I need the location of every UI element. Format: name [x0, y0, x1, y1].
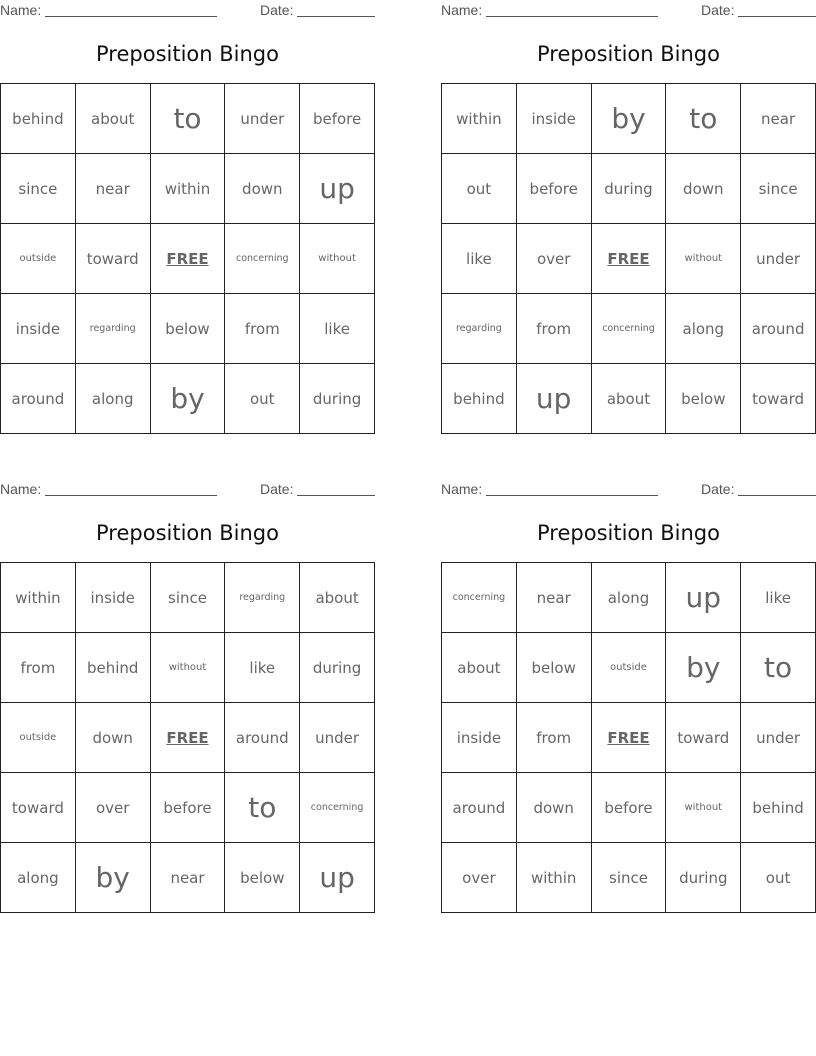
bingo-cell: under	[741, 224, 816, 294]
bingo-cell: along	[1, 843, 76, 913]
bingo-cell: about	[442, 633, 517, 703]
bingo-cell: inside	[517, 84, 592, 154]
bingo-cell: over	[517, 224, 592, 294]
date-label: Date:	[260, 481, 294, 497]
card-header	[441, 2, 816, 20]
bingo-cell: from	[517, 294, 592, 364]
bingo-cell: along	[592, 563, 667, 633]
bingo-cell: like	[225, 633, 300, 703]
bingo-cell: since	[592, 843, 667, 913]
bingo-cell: under	[300, 703, 375, 773]
bingo-cell: within	[151, 154, 226, 224]
bingo-cell: during	[300, 364, 375, 434]
bingo-cell: below	[517, 633, 592, 703]
bingo-cell: during	[666, 843, 741, 913]
bingo-cell: toward	[666, 703, 741, 773]
bingo-cell: inside	[1, 294, 76, 364]
bingo-cell: below	[225, 843, 300, 913]
bingo-cell: toward	[741, 364, 816, 434]
bingo-cell: without	[300, 224, 375, 294]
bingo-cell: since	[151, 563, 226, 633]
bingo-cell: before	[300, 84, 375, 154]
card-title: Preposition Bingo	[537, 521, 720, 545]
card-header	[441, 481, 816, 499]
bingo-cell: along	[666, 294, 741, 364]
bingo-cell: near	[151, 843, 226, 913]
bingo-cell: around	[442, 773, 517, 843]
bingo-cell: under	[225, 84, 300, 154]
bingo-cell: by	[592, 84, 667, 154]
bingo-cell: down	[517, 773, 592, 843]
date-line[interactable]	[297, 16, 375, 17]
bingo-cell: within	[517, 843, 592, 913]
bingo-cell: outside	[592, 633, 667, 703]
free-space-cell: FREE	[151, 224, 226, 294]
bingo-cell: toward	[1, 773, 76, 843]
bingo-cell: about	[592, 364, 667, 434]
bingo-cell: within	[442, 84, 517, 154]
bingo-cell: regarding	[442, 294, 517, 364]
bingo-cell: near	[517, 563, 592, 633]
bingo-cell: since	[741, 154, 816, 224]
bingo-cell: up	[300, 154, 375, 224]
bingo-cell: inside	[442, 703, 517, 773]
card-header	[0, 2, 375, 20]
free-space-cell: FREE	[592, 703, 667, 773]
bingo-cell: regarding	[225, 563, 300, 633]
bingo-cell: by	[151, 364, 226, 434]
bingo-cell: during	[592, 154, 667, 224]
date-label: Date:	[260, 2, 294, 18]
date-label: Date:	[701, 2, 735, 18]
bingo-cell: about	[76, 84, 151, 154]
bingo-cell: to	[741, 633, 816, 703]
bingo-cell: before	[517, 154, 592, 224]
card-title: Preposition Bingo	[537, 42, 720, 66]
bingo-cell: near	[741, 84, 816, 154]
bingo-cell: up	[666, 563, 741, 633]
bingo-grid	[441, 83, 816, 434]
bingo-cell: to	[666, 84, 741, 154]
bingo-cell: over	[76, 773, 151, 843]
bingo-cell: around	[225, 703, 300, 773]
date-label: Date:	[701, 481, 735, 497]
bingo-cell: like	[300, 294, 375, 364]
date-line[interactable]	[297, 495, 375, 496]
bingo-cell: since	[1, 154, 76, 224]
bingo-cell: around	[741, 294, 816, 364]
name-label: Name:	[0, 2, 42, 18]
bingo-cell: over	[442, 843, 517, 913]
bingo-cell: below	[666, 364, 741, 434]
bingo-cell: out	[225, 364, 300, 434]
bingo-card	[0, 0, 375, 440]
bingo-cell: down	[666, 154, 741, 224]
free-space-cell: FREE	[592, 224, 667, 294]
date-line[interactable]	[738, 16, 816, 17]
bingo-cell: under	[741, 703, 816, 773]
bingo-cell: behind	[741, 773, 816, 843]
bingo-cell: concerning	[225, 224, 300, 294]
card-header	[0, 481, 375, 499]
bingo-cell: from	[1, 633, 76, 703]
name-label: Name:	[441, 481, 483, 497]
bingo-cell: outside	[1, 703, 76, 773]
bingo-cell: by	[76, 843, 151, 913]
bingo-cell: to	[151, 84, 226, 154]
bingo-cell: concerning	[592, 294, 667, 364]
bingo-cell: from	[517, 703, 592, 773]
bingo-cell: outside	[1, 224, 76, 294]
name-line[interactable]	[486, 16, 658, 17]
bingo-cell: behind	[1, 84, 76, 154]
bingo-cell: concerning	[442, 563, 517, 633]
bingo-cell: regarding	[76, 294, 151, 364]
bingo-cell: within	[1, 563, 76, 633]
name-label: Name:	[441, 2, 483, 18]
bingo-cell: up	[300, 843, 375, 913]
name-line[interactable]	[486, 495, 658, 496]
bingo-cell: without	[666, 773, 741, 843]
bingo-grid	[0, 83, 375, 434]
bingo-cell: from	[225, 294, 300, 364]
bingo-cell: without	[151, 633, 226, 703]
name-line[interactable]	[45, 16, 217, 17]
date-line[interactable]	[738, 495, 816, 496]
bingo-cell: up	[517, 364, 592, 434]
name-label: Name:	[0, 481, 42, 497]
bingo-grid	[0, 562, 375, 913]
bingo-cell: like	[741, 563, 816, 633]
bingo-cell: inside	[76, 563, 151, 633]
bingo-cell: behind	[442, 364, 517, 434]
bingo-card	[441, 479, 816, 919]
card-title: Preposition Bingo	[96, 42, 279, 66]
name-line[interactable]	[45, 495, 217, 496]
bingo-cell: along	[76, 364, 151, 434]
bingo-card	[441, 0, 816, 440]
bingo-cell: before	[592, 773, 667, 843]
bingo-cell: before	[151, 773, 226, 843]
bingo-grid	[441, 562, 816, 913]
bingo-cell: concerning	[300, 773, 375, 843]
bingo-cell: around	[1, 364, 76, 434]
bingo-cell: near	[76, 154, 151, 224]
bingo-cell: like	[442, 224, 517, 294]
bingo-cell: during	[300, 633, 375, 703]
bingo-cell: down	[225, 154, 300, 224]
bingo-card	[0, 479, 375, 919]
bingo-cell: to	[225, 773, 300, 843]
bingo-cell: about	[300, 563, 375, 633]
bingo-cell: toward	[76, 224, 151, 294]
bingo-cell: without	[666, 224, 741, 294]
bingo-cell: down	[76, 703, 151, 773]
bingo-cell: below	[151, 294, 226, 364]
card-title: Preposition Bingo	[96, 521, 279, 545]
free-space-cell: FREE	[151, 703, 226, 773]
bingo-cell: behind	[76, 633, 151, 703]
bingo-cell: out	[741, 843, 816, 913]
bingo-cell: out	[442, 154, 517, 224]
bingo-cell: by	[666, 633, 741, 703]
